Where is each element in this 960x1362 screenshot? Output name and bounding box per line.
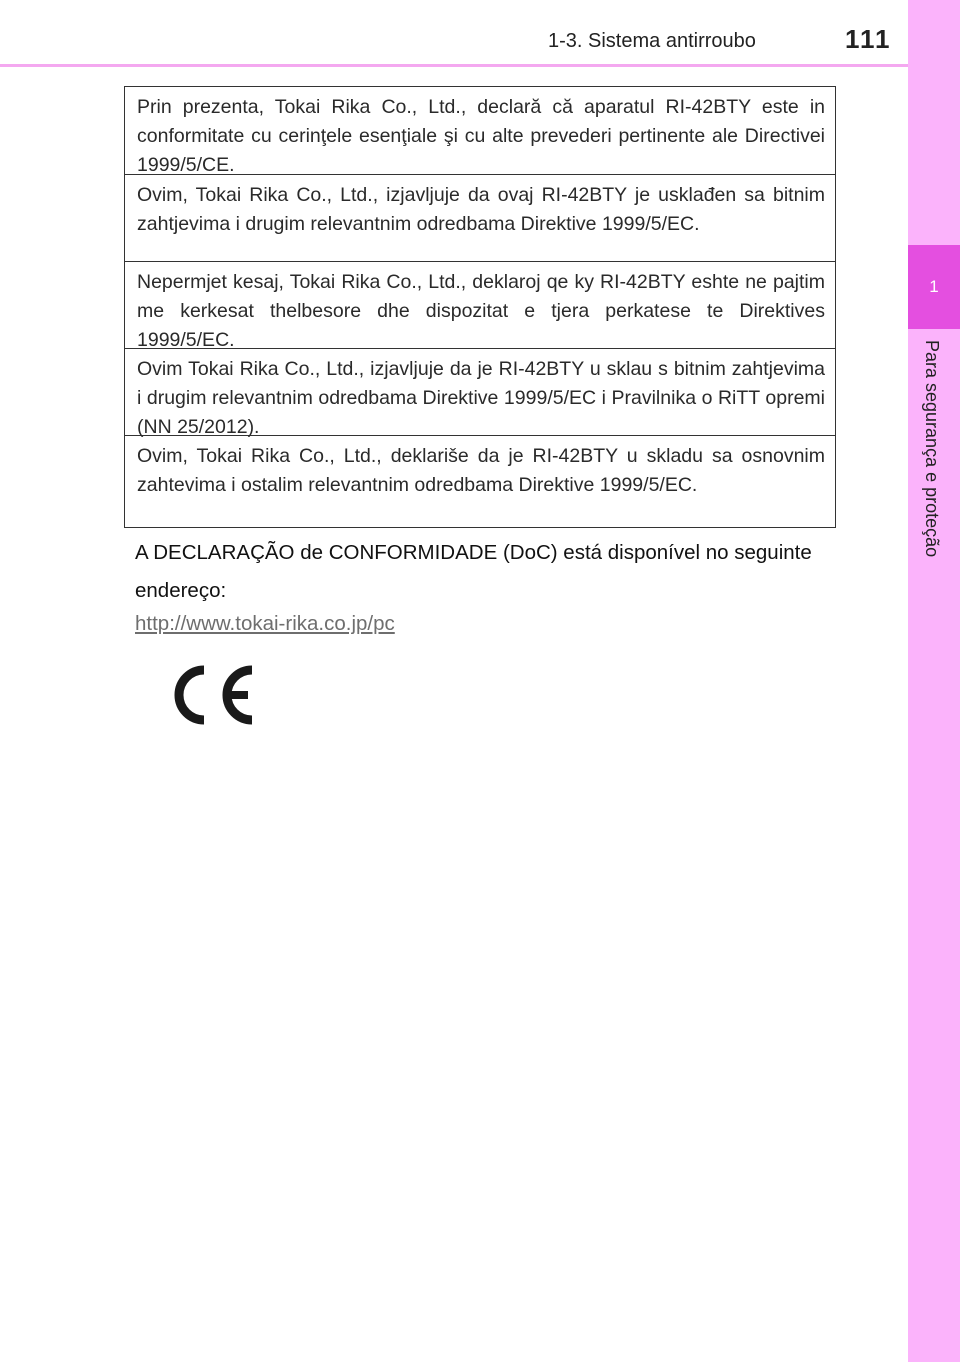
chapter-number: 1 <box>908 245 960 329</box>
page-number: 111 <box>845 24 892 54</box>
declaration-serbian: Ovim, Tokai Rika Co., Ltd., deklariše da je RI-42BTY u skladu sa osnovnim zahtevima i ostalim relevantnim odredbama Direktive 1999/5/EC. <box>125 435 835 527</box>
declaration-bosnian: Ovim, Tokai Rika Co., Ltd., izjavljuje da ovaj RI-42BTY je usklađen sa bitnim zahtjevima i drugim relevantnim odredbama Direktive 1999/5/EC. <box>125 174 835 261</box>
header-divider <box>0 64 908 67</box>
ce-mark-icon <box>160 660 260 735</box>
declaration-albanian: Nepermjet kesaj, Tokai Rika Co., Ltd., deklaroj qe ky RI-42BTY eshte ne pajtim me kerkesat thelbesore dhe dispozitat e tjera perkatese te Direktives 1999/5/EC. <box>125 261 835 348</box>
doc-link[interactable]: http://www.tokai-rika.co.jp/pc <box>135 612 395 635</box>
declaration-romanian: Prin prezenta, Tokai Rika Co., Ltd., declară că aparatul RI-42BTY este in conformitate cu cerinţele esenţiale şi cu alte prevederi pertinente ale Directivei 1999/5/CE. <box>137 96 825 176</box>
declarations-table <box>124 86 836 528</box>
doc-statement: A DECLARAÇÃO de CONFORMIDADE (DoC) está disponível no seguinte endereço: <box>135 541 812 602</box>
chapter-title: Para segurança e proteção <box>922 340 942 558</box>
declaration-croatian: Ovim Tokai Rika Co., Ltd., izjavljuje da je RI-42BTY u sklau s bitnim zahtjevima i drugim relevantnim odredbama Direktive 1999/5/EC i Pravilnika o RiTT opremi (NN 25/2012). <box>125 348 835 435</box>
side-tab <box>908 0 960 1362</box>
header-section-title: 1-3. Sistema antirroubo <box>548 30 756 52</box>
